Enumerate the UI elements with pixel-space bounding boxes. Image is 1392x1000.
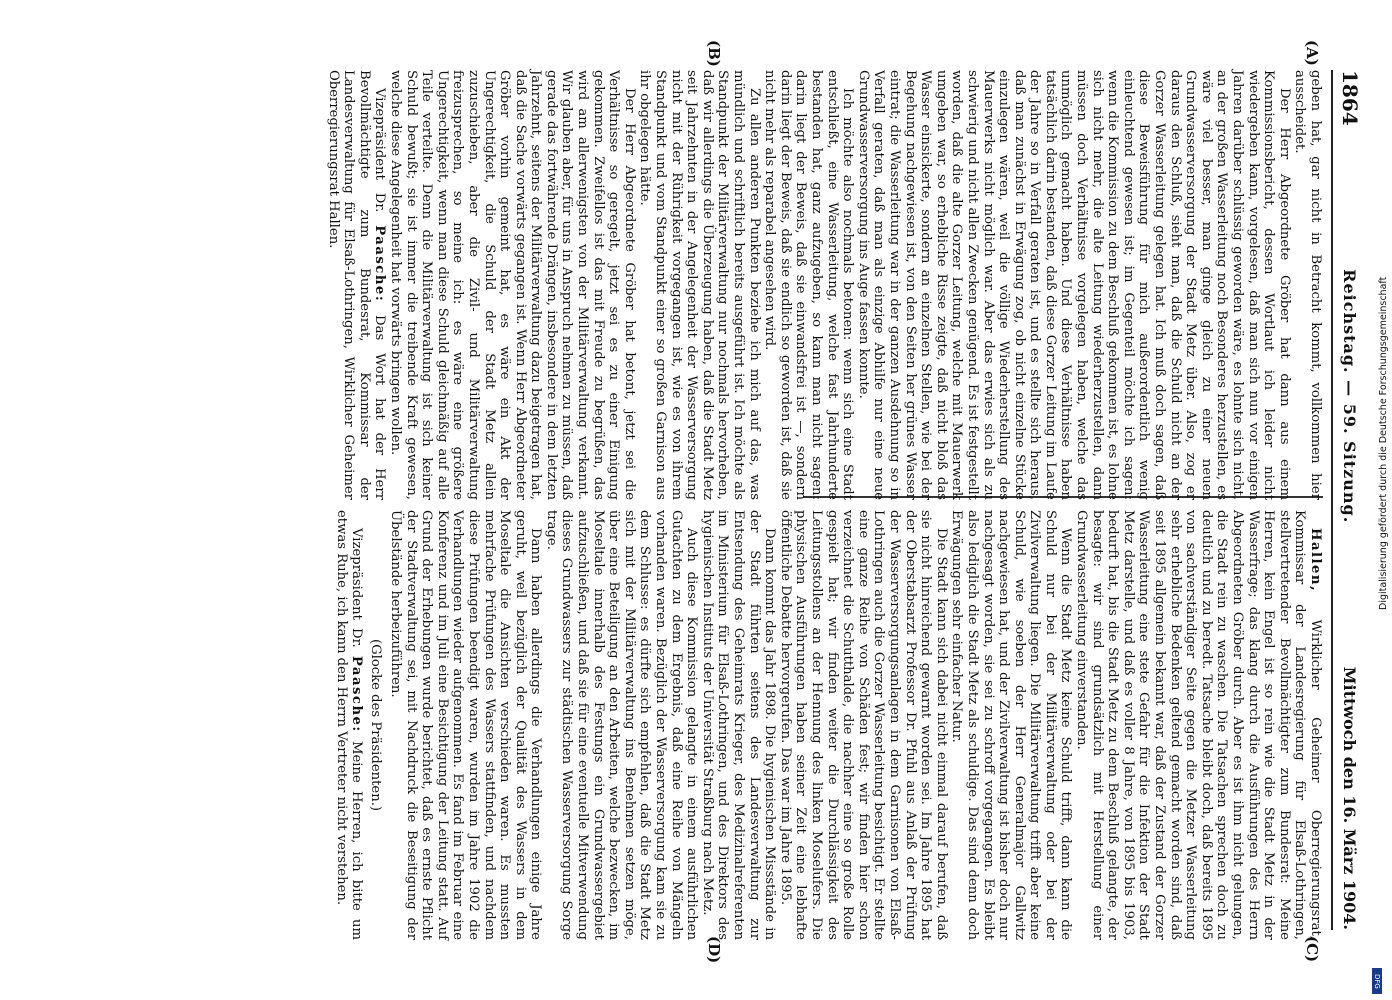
- digitization-credit: Digitalisierung gefördert durch die Deutsche Forschungsgemeinschaft: [1378, 276, 1389, 610]
- speaker-paragraph: [325, 70, 387, 500]
- margin-mark-a: (A): [1303, 40, 1321, 66]
- speaker-text: Das Wort hat der Herr Bevollmächtigte zum Bundesrat, Kommissar der Landesverwaltung für Elsaß-Lothringen, Wirklicher Geheimer Oberregierungsrat Hallen.: [325, 70, 388, 500]
- speaker-paragraph: [1074, 510, 1324, 940]
- paragraph: Die Stadt kann sich dabei nicht einmal darauf berufen, daß sie nicht hinreichend gewarnt worden sei. Im Jahre 1895 hat der Oberstabsarzt Professor Dr. Pfuhl aus Anlaß der Prüfung der Wasserversorgungsanlagen in dem Garnisonen von Elsaß-Lothringen auch die Gorzer Wasserleitung besichtigt. Er stellte eine ganze Reihe von Schäden fest; wir finden hier schon verzeichnet die Schutthalde, die nachher eine so große Rolle gespielt hat; wir finden weiter die Durchlässigkeit des Leitungsstollens an der Hennung des linken Moselufers. Die physischen Ausführungen haben seiner Zeit eine lebhafte öffentliche Debatte hervorgerufen. Das war im Jahre 1895.: [777, 510, 949, 940]
- header-rule: [1331, 70, 1333, 930]
- paragraph: geben hat, gar nicht in Betracht kommt, vollkommen hier ausscheidet.: [1292, 70, 1323, 500]
- right-column: [13, 510, 1323, 940]
- session-date: Mittwoch den 16. März 1904.: [1340, 666, 1360, 930]
- margin-mark-d: (D): [705, 936, 723, 964]
- paragraph: Dann kommt das Jahr 1898. Die hygienischen Missstände in der Stadt führten seitens des Landesverwaltung zur Entsendung des Geheimrats Krieger, des Medizinalreferenten im Ministerium für Elsaß-Lothringen, und des Direktors des hygienischen Instituts der Universität Straßburg nach Metz.: [699, 510, 778, 940]
- speaker-paragraph: [333, 510, 364, 940]
- speaker-name: Paasche:: [349, 655, 365, 733]
- paragraph: Der Herr Abgeordnete Gröber hat betont, jetzt sei die Verhältnisse so geregelt, jetzt sei es zu einer Einigung gekommen. Zweifellos ist das mit Freude zu begrüßen, das wird am allerwenigsten von der Militärverwaltung verkannt. Wir glauben aber, für uns in Anspruch nehmen zu müssen, daß gerade das fortwährende Drängen, insbesondere in dem letzten Jahrzehnt, seitens der Militärverwaltung dazu beigetragen hat, daß die Sache vorwärts gegangen ist. Wenn Herr Abgeordneter Gröber vorhin gemeint hat, es wäre ein Akt der Ungerechtigkeit, die Schuld der Stadt Metz allein zuzuschieben, aber die Zivil- und Militärverwaltung freizusprechen, so meine ich: es wäre eine größere Ungerechtigkeit, wenn man diese Schuld gleichmäßig auf alle Teile verteilte. Denn die Militärverwaltung ist sich keiner Schuld bewußt; sie ist immer die treibende Kraft gewesen, welche diese Angelegenheit hat vorwärts bringen wollen.: [387, 70, 637, 500]
- paragraph: Dann haben allerdings die Verhandlungen einige Jahre geruht, weil bezüglich der Qualität des Wassers in dem Moseltale die Ansichten verschieden waren. Es mussten mehrfache Prüfungen des Wassers stattfinden, und nachdem diese Prüfungen beendigt waren, wurden im Jahre 1902 die Verhandlungen wieder aufgenommen. Es fand im Februar eine Konferenz und im Juli eine Besichtigung der Leitung statt. Auf Grund der Erhebungen wurde berichtet, daß es ernste Pflicht der Stadtverwaltung sei, mit Nachdruck die Beseitigung der Übelstände herbeizuführen.: [387, 510, 544, 940]
- margin-mark-b: (B): [705, 40, 723, 67]
- speaker-name: Hallen,: [1308, 528, 1323, 593]
- paragraph: Der Herr Abgeordnete Gröber hat dann aus einem Kommissionsbericht, dessen Wortlaut ich leider nicht wiedergeben kann, vorgelesen, daß man sich nun vor einigen Jahren darüber schlüssig geworden wäre, es lohnte sich nicht, an der großen Wasserleitung noch Besonderes herzustellen, es wäre viel besser, man ginge gleich zu einer neuen Grundwasserversorgung der Stadt Metz über. Also, zog er daraus den Schluß, sieht man, daß die Schuld nicht an der Gorzer Wasserleitung gelegen hat. Ich muß doch sagen, daß diese Beweisführung für mich außerordentlich wenig einleuchtend gewesen ist; im Gegenteil möchte ich sagen: wenn die Kommission zu dem Beschluß gekommen ist, es lohne sich nicht mehr, die alte Leitung wiederherzustellen, dann müssen doch Verhältnisse vorgelegen haben, welche das unmöglich gemacht haben. Und diese Verhältnisse haben tatsächlich darin bestanden, daß diese Gorzer Leitung im Laufe der Jahre so in Verfall geraten ist, und es stellte sich heraus, daß man zunächst in Erwägung zog, ob nicht einzelne Stücke einzulegen wären, weil die völlige Wiederherstellung des Mauerwerks nicht möglich war. Aber das erwies sich als zu schwierig und nicht allen Zwecken genügend. Es ist festgestellt worden, daß die alte Gorzer Leitung, welche mit Mauerwerk umgeben war, so erhebliche Risse zeigte, daß nicht bloß das Wasser einsickerte, sondern an einzelnen Stellen, wie bei der Begehung nachgewiesen ist, von den Seiten her grünes Wasser eintrat; die Wasserleitung war in der ganzen Ausdehnung so in Verfall geraten, daß man als einzige Abhilfe nur eine neue Grundwasserversorgung ins Auge fassen konnte.: [855, 70, 1292, 500]
- speaker-intro: Vizepräsident Dr.: [349, 528, 365, 656]
- paragraph: Wenn die Stadt Metz keine Schuld trifft, dann kann die Schuld nur bei der Militärverwaltung oder bei der Zivilverwaltung liegen. Die Militärverwaltung trifft aber keine Schuld, wie soeben der Herr Generalmajor Gallwitz nachgewiesen hat, und der Zivilverwaltung ist bisher doch nur nachgesagt worden, sie sei zu schroff vorgegangen. Es bleibt also lediglich die Stadt Metz als schuldige. Das sind denn doch Erwägungen sehr einfacher Natur.: [949, 510, 1074, 940]
- speaker-name: Paasche:: [372, 225, 388, 303]
- paragraph: Auch diese Kommission gelangte in einem ausführlichen Gutachten zu dem Ergebnis, daß eine Reihe von Mängeln vorhanden waren. Bezüglich der Wasserversorgung kam sie zu dem Schlusse: es dürfte sich empfehlen, daß die Stadt Metz sich mit der Militärverwaltung ins Benehmen setzen möge, über eine Beteiligung an den Arbeiten, welche bezwecken, im Moseltale innerhalb des Festungs ein Grundwassergebiet aufzuschließen, und daß sie für eine eventuelle Mitverwendung dieses Grundwassers zur städtischen Wasserversorgung Sorge trage.: [543, 510, 700, 940]
- paragraph: Zu allen anderen Punkten beziehe ich mich auf das, was mündlich und schriftlich bereits ausgeführt ist. Ich möchte als Standpunkt der Militärverwaltung nur nochmals hervorheben, daß wir allerdings die Überzeugung haben, daß die Stadt Metz seit Jahrzehnten in der Angelegenheit der Wasserversorgung nicht mit der Rührigkeit vorgegangen ist, wie es von ihrem Standpunkt und vom Standpunkt einer so großen Garnison aus ihr obgelegen hätte.: [637, 70, 762, 500]
- dfg-logo: DFG: [1372, 968, 1382, 994]
- page-header: [1337, 70, 1363, 930]
- running-title: Reichstag. — 59. Sitzung.: [1340, 269, 1360, 524]
- paragraph: Ich möchte also nochmals betonen: wenn sich eine Stadt entschließt, eine Wasserleitung, welche fast Jahrhunderte bestanden hat, ganz aufzugeben, so kann man nicht sagen: darin liegt der Beweis, daß sie einwandsfrei ist —, sondern darin liegt der Beweis, daß sie endlich so geworden ist, daß sie nicht mehr als reparabel angesehen wird.: [762, 70, 856, 500]
- margin-mark-c: (C): [1303, 936, 1321, 963]
- page-number: 1864: [1338, 70, 1362, 126]
- speaker-text: Meine Herren, ich bitte um etwas Ruhe, ich kann den Herrn Vertreter nicht verstehen.: [333, 510, 365, 940]
- speaker-text: Wirklicher Geheimer Oberregierungsrat, Kommissar der Landesregierung für Elsaß-Lothringen, stellvertretender Bevollmächtigter zum Bundesrat: Meine Herren, kein Engel ist so rein wie die Stadt Metz in der Wasserfrage; das klang durch die Ausführungen des Herrn Abgeordneten Gröber durch. Aber es ist ihm nicht gelungen, die Stadt rein zu waschen. Die Tatsachen sprechen doch zu deutlich und zu beredt. Tatsache bleibt doch, daß bereits 1895 von sachverständiger Seite gegen die Metzer Wasserleitung sehr erhebliche Bedenken geltend gemacht worden sind, daß seit 1895 allgemein bekannt war, daß der Zustand der Gorzer Wasserleitung eine stete Gefahr für die Infektion der Stadt Metz darstelle, und daß es voller 8 Jahre, von 1895 bis 1903, bedurft hat, bis die Stadt Metz zu dem Beschluß gelangte, der besagte: wir sind grundsätzlich mit Herstellung einer Grundwasserleitung einverstanden.: [1074, 510, 1323, 940]
- left-column: [13, 70, 1323, 500]
- stage-direction: (Glocke des Präsidenten.): [368, 638, 384, 812]
- speaker-intro: Vizepräsident Dr.: [372, 88, 388, 226]
